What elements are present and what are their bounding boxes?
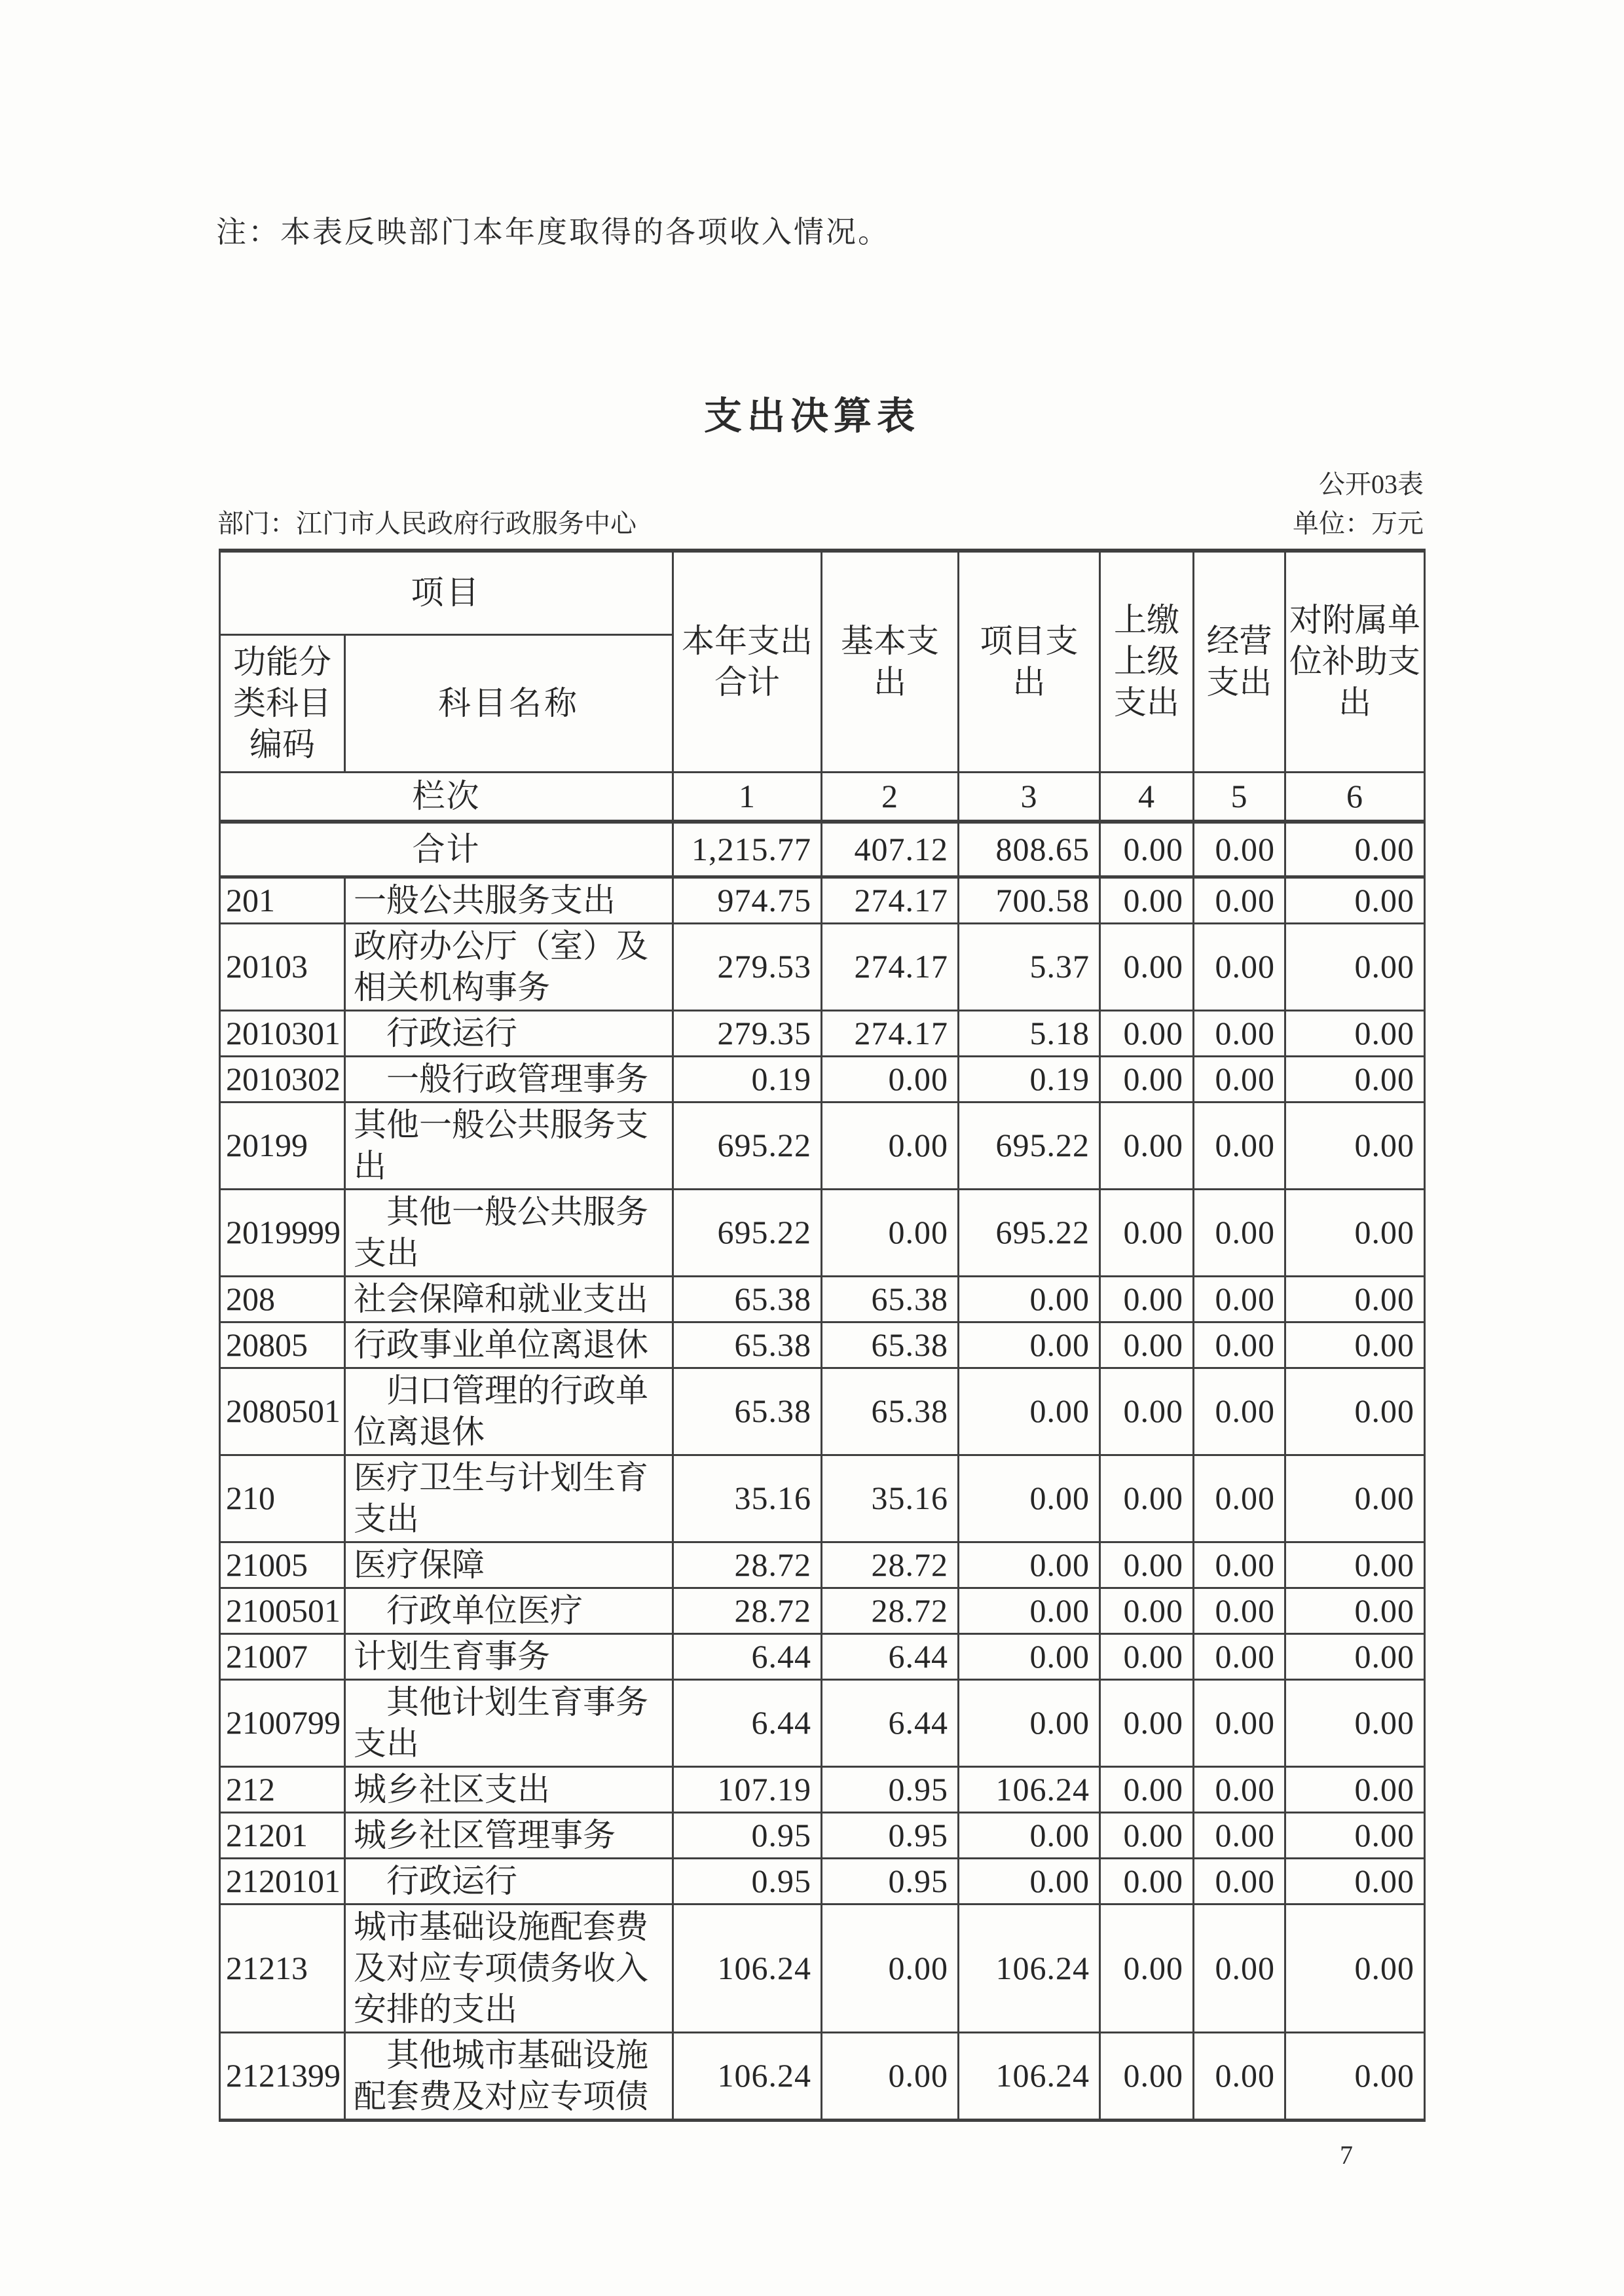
row-value: 0.00 (1194, 1102, 1285, 1189)
row-name: 归口管理的行政单位离退休 (345, 1368, 673, 1455)
row-value: 0.00 (1100, 1276, 1194, 1322)
row-name: 一般公共服务支出 (345, 877, 673, 923)
row-value: 0.00 (1285, 1102, 1425, 1189)
row-value: 0.00 (1194, 1633, 1285, 1679)
table-row (220, 2032, 1425, 2120)
row-value: 0.00 (822, 1189, 959, 1276)
row-value: 274.17 (822, 923, 959, 1010)
row-value: 0.00 (1285, 1858, 1425, 1904)
row-value: 0.00 (1194, 1455, 1285, 1542)
table-row (220, 772, 1425, 822)
row-value: 1,215.77 (673, 822, 822, 877)
row-value: 0.00 (1100, 1455, 1194, 1542)
row-name: 行政单位医疗 (345, 1588, 673, 1633)
row-value: 0.00 (1100, 1858, 1194, 1904)
row-value: 0.00 (1194, 2032, 1285, 2120)
table-row (220, 1588, 1425, 1633)
row-value: 65.38 (673, 1322, 822, 1368)
table-row (220, 1679, 1425, 1766)
row-value: 0.95 (822, 1812, 959, 1858)
row-code: 2080501 (220, 1368, 345, 1455)
row-value: 0.00 (1100, 1322, 1194, 1368)
row-value: 0.00 (1194, 1904, 1285, 2032)
table-row (220, 1102, 1425, 1189)
row-value: 0.00 (1100, 1542, 1194, 1588)
row-name: 计划生育事务 (345, 1633, 673, 1679)
row-value: 28.72 (673, 1542, 822, 1588)
row-value: 0.00 (1285, 1276, 1425, 1322)
header-col-project: 项目支出 (959, 551, 1100, 772)
table-row (220, 1766, 1425, 1812)
table-meta (217, 503, 1424, 540)
row-value: 0.00 (959, 1368, 1100, 1455)
row-label: 栏次 (220, 772, 673, 822)
row-value: 0.00 (1100, 1633, 1194, 1679)
row-value: 106.24 (959, 1904, 1100, 2032)
header-col-operating: 经营支出 (1194, 551, 1285, 772)
row-value: 0.00 (1285, 1812, 1425, 1858)
table-row (220, 1010, 1425, 1056)
row-code: 20103 (220, 923, 345, 1010)
row-value: 0.00 (959, 1812, 1100, 1858)
row-name: 政府办公厅（室）及相关机构事务 (345, 923, 673, 1010)
row-value: 6.44 (822, 1633, 959, 1679)
row-value: 0.00 (1100, 877, 1194, 923)
row-code: 21213 (220, 1904, 345, 2032)
header-col-upper-level: 上缴上级支出 (1100, 551, 1194, 772)
table-row (220, 1455, 1425, 1542)
row-code: 20199 (220, 1102, 345, 1189)
header-col-year-total: 本年支出合计 (673, 551, 822, 772)
row-value: 279.35 (673, 1010, 822, 1056)
row-value: 0.00 (1285, 1368, 1425, 1455)
header-subject-name: 科目名称 (345, 634, 673, 772)
row-value: 0.00 (1285, 1010, 1425, 1056)
page-number: 7 (1340, 2140, 1353, 2170)
table-row (220, 877, 1425, 923)
row-value: 0.95 (822, 1858, 959, 1904)
row-value: 35.16 (673, 1455, 822, 1542)
row-value: 0.00 (959, 1633, 1100, 1679)
row-name: 城乡社区支出 (345, 1766, 673, 1812)
row-code: 21201 (220, 1812, 345, 1858)
header-col-basic: 基本支出 (822, 551, 959, 772)
row-value: 808.65 (959, 822, 1100, 877)
row-name: 医疗卫生与计划生育支出 (345, 1455, 673, 1542)
row-code: 210 (220, 1455, 345, 1542)
row-value: 0.00 (1285, 877, 1425, 923)
row-name: 其他一般公共服务支出 (345, 1189, 673, 1276)
row-code: 2100799 (220, 1679, 345, 1766)
row-value: 0.00 (959, 1679, 1100, 1766)
expenditure-table (219, 549, 1426, 2122)
header-function-code: 功能分类科目编码 (220, 634, 345, 772)
row-value: 0.00 (1194, 1542, 1285, 1588)
row-value: 0.00 (1285, 2032, 1425, 2120)
row-value: 6.44 (673, 1633, 822, 1679)
header-col-subsidy: 对附属单位补助支出 (1285, 551, 1425, 772)
row-value: 0.00 (1100, 1812, 1194, 1858)
row-value: 65.38 (673, 1276, 822, 1322)
row-value: 0.00 (1100, 1766, 1194, 1812)
row-value: 0.00 (1100, 2032, 1194, 2120)
row-value: 0.00 (1194, 923, 1285, 1010)
row-value: 0.00 (1194, 1189, 1285, 1276)
row-value: 0.95 (822, 1766, 959, 1812)
column-number: 2 (822, 772, 959, 822)
row-value: 695.22 (959, 1102, 1100, 1189)
row-value: 274.17 (822, 1010, 959, 1056)
row-value: 6.44 (673, 1679, 822, 1766)
row-value: 0.00 (1194, 822, 1285, 877)
row-value: 0.95 (673, 1858, 822, 1904)
row-value: 5.18 (959, 1010, 1100, 1056)
row-name: 行政运行 (345, 1010, 673, 1056)
row-code: 2100501 (220, 1588, 345, 1633)
row-value: 0.00 (1100, 1189, 1194, 1276)
table-code-label: 公开03表 (1319, 469, 1424, 499)
row-value: 0.00 (1194, 1679, 1285, 1766)
table-row (220, 1542, 1425, 1588)
row-value: 6.44 (822, 1679, 959, 1766)
row-code: 20805 (220, 1322, 345, 1368)
row-value: 106.24 (959, 1766, 1100, 1812)
row-value: 700.58 (959, 877, 1100, 923)
row-value: 695.22 (959, 1189, 1100, 1276)
row-value: 28.72 (673, 1588, 822, 1633)
row-label: 合计 (220, 822, 673, 877)
row-value: 0.00 (1194, 1322, 1285, 1368)
row-value: 28.72 (822, 1588, 959, 1633)
row-value: 0.00 (1285, 1455, 1425, 1542)
row-value: 0.00 (959, 1455, 1100, 1542)
row-value: 106.24 (673, 1904, 822, 2032)
column-number: 4 (1100, 772, 1194, 822)
row-value: 0.00 (959, 1322, 1100, 1368)
table-row (220, 1858, 1425, 1904)
column-number: 6 (1285, 772, 1425, 822)
row-value: 0.00 (1285, 822, 1425, 877)
row-value: 0.00 (1194, 877, 1285, 923)
table-row (220, 1904, 1425, 2032)
row-value: 0.00 (1100, 1368, 1194, 1455)
row-name: 一般行政管理事务 (345, 1056, 673, 1102)
table-row (220, 1276, 1425, 1322)
row-code: 201 (220, 877, 345, 923)
row-value: 0.00 (1194, 1812, 1285, 1858)
row-code: 2121399 (220, 2032, 345, 2120)
row-value: 279.53 (673, 923, 822, 1010)
row-code: 2010301 (220, 1010, 345, 1056)
row-value: 0.00 (822, 1904, 959, 2032)
row-value: 0.00 (1194, 1276, 1285, 1322)
row-value: 0.00 (1194, 1368, 1285, 1455)
row-value: 0.00 (1100, 1056, 1194, 1102)
row-value: 0.00 (1100, 1679, 1194, 1766)
row-value: 0.00 (822, 1102, 959, 1189)
row-value: 28.72 (822, 1542, 959, 1588)
row-code: 2019999 (220, 1189, 345, 1276)
note-text: 注：本表反映部门本年度取得的各项收入情况。 (216, 215, 890, 249)
row-code: 208 (220, 1276, 345, 1322)
table-row (220, 1368, 1425, 1455)
row-value: 0.00 (1285, 1588, 1425, 1633)
row-value: 695.22 (673, 1189, 822, 1276)
table-row (220, 822, 1425, 877)
row-value: 0.00 (959, 1542, 1100, 1588)
row-code: 21005 (220, 1542, 345, 1588)
header-project: 项目 (220, 551, 673, 634)
row-name: 社会保障和就业支出 (345, 1276, 673, 1322)
column-number: 5 (1194, 772, 1285, 822)
row-value: 0.00 (959, 1276, 1100, 1322)
row-value: 0.00 (1285, 1766, 1425, 1812)
row-code: 21007 (220, 1633, 345, 1679)
row-value: 0.00 (1194, 1588, 1285, 1633)
row-value: 0.95 (673, 1812, 822, 1858)
row-value: 0.00 (1194, 1010, 1285, 1056)
row-name: 医疗保障 (345, 1542, 673, 1588)
row-value: 0.00 (1285, 1056, 1425, 1102)
row-value: 0.19 (673, 1056, 822, 1102)
table-row (220, 1322, 1425, 1368)
column-number: 3 (959, 772, 1100, 822)
row-value: 65.38 (673, 1368, 822, 1455)
row-code: 2010302 (220, 1056, 345, 1102)
row-value: 5.37 (959, 923, 1100, 1010)
page-title: 支出决算表 (703, 395, 920, 437)
table-body (220, 772, 1425, 2120)
row-name: 行政运行 (345, 1858, 673, 1904)
row-value: 0.00 (822, 2032, 959, 2120)
table-row (220, 1633, 1425, 1679)
row-value: 65.38 (822, 1276, 959, 1322)
row-name: 其他一般公共服务支出 (345, 1102, 673, 1189)
row-value: 0.00 (1100, 1102, 1194, 1189)
row-value: 974.75 (673, 877, 822, 923)
row-name: 行政事业单位离退休 (345, 1322, 673, 1368)
row-value: 0.00 (1285, 1542, 1425, 1588)
row-value: 0.00 (1100, 923, 1194, 1010)
row-value: 0.00 (1285, 1189, 1425, 1276)
table-row (220, 1056, 1425, 1102)
row-value: 0.00 (1194, 1766, 1285, 1812)
row-value: 0.00 (959, 1858, 1100, 1904)
row-value: 0.00 (1194, 1056, 1285, 1102)
table-row (220, 1189, 1425, 1276)
row-value: 0.00 (959, 1588, 1100, 1633)
row-code: 212 (220, 1766, 345, 1812)
row-value: 274.17 (822, 877, 959, 923)
row-value: 107.19 (673, 1766, 822, 1812)
row-value: 0.00 (1194, 1858, 1285, 1904)
row-code: 2120101 (220, 1858, 345, 1904)
row-value: 0.19 (959, 1056, 1100, 1102)
header-row-top (220, 551, 1425, 634)
row-value: 106.24 (673, 2032, 822, 2120)
row-value: 0.00 (1285, 1322, 1425, 1368)
row-value: 0.00 (1100, 1010, 1194, 1056)
row-value: 0.00 (1100, 1588, 1194, 1633)
row-value: 0.00 (822, 1056, 959, 1102)
row-name: 其他计划生育事务支出 (345, 1679, 673, 1766)
row-value: 0.00 (1100, 1904, 1194, 2032)
row-value: 695.22 (673, 1102, 822, 1189)
unit-label: 单位：万元 (1293, 509, 1424, 538)
row-value: 0.00 (1285, 1633, 1425, 1679)
column-number: 1 (673, 772, 822, 822)
row-name: 其他城市基础设施配套费及对应专项债 (345, 2032, 673, 2120)
row-value: 0.00 (1100, 822, 1194, 877)
row-value: 106.24 (959, 2032, 1100, 2120)
row-value: 65.38 (822, 1368, 959, 1455)
table-row (220, 1812, 1425, 1858)
row-value: 0.00 (1285, 1679, 1425, 1766)
row-name: 城乡社区管理事务 (345, 1812, 673, 1858)
row-value: 35.16 (822, 1455, 959, 1542)
row-value: 0.00 (1285, 923, 1425, 1010)
row-value: 407.12 (822, 822, 959, 877)
table-row (220, 923, 1425, 1010)
table-header (220, 551, 1425, 772)
row-value: 65.38 (822, 1322, 959, 1368)
department-label: 部门：江门市人民政府行政服务中心 (217, 509, 637, 538)
row-name: 城市基础设施配套费及对应专项债务收入安排的支出 (345, 1904, 673, 2032)
row-value: 0.00 (1285, 1904, 1425, 2032)
